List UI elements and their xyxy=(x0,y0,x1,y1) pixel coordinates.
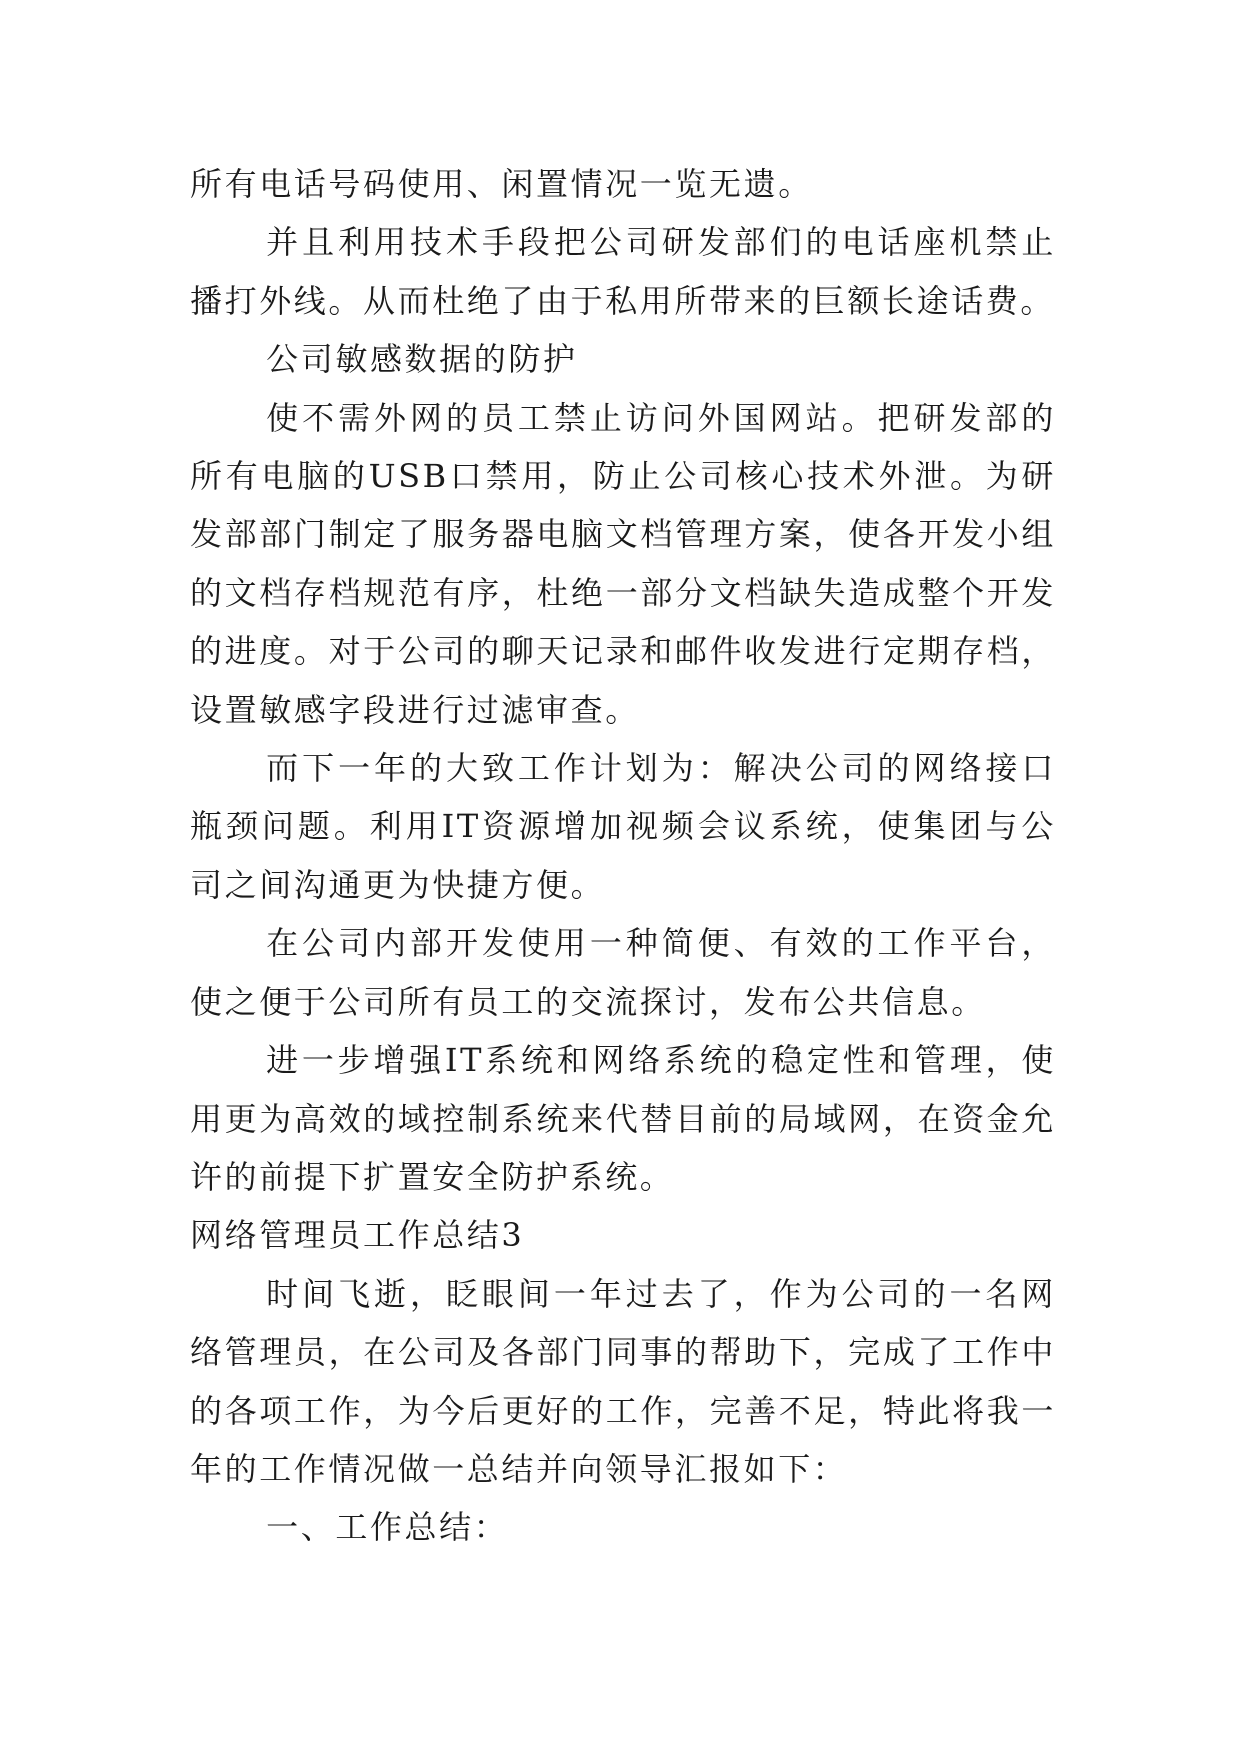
document-body xyxy=(190,155,1056,1557)
section-heading: 网络管理员工作总结3 xyxy=(190,1216,525,1255)
paragraph-summary-intro: 时间飞逝，眨眼间一年过去了，作为公司的一名网络管理员，在公司及各部门同事的帮助下，完成了工作中的各项工作，为今后更好的工作，完善不足，特此将我一年的工作情况做一总结并向领导汇报如下： xyxy=(190,1274,1056,1488)
paragraph-next-year-plan: 而下一年的大致工作计划为：解决公司的网络接口瓶颈问题。利用IT资源增加视频会议系统，使集团与公司之间沟通更为快捷方便。 xyxy=(190,749,1056,904)
paragraph-data-protection: 使不需外网的员工禁止访问外国网站。把研发部的所有电脑的USB口禁用，防止公司核心技术外泄。为研发部部门制定了服务器电脑文档管理方案，使各开发小组的文档存档规范有序，杜绝一部分文档缺失造成整个开发的进度。对于公司的聊天记录和邮件收发进行定期存档，设置敏感字段进行过滤审查。 xyxy=(190,398,1056,729)
paragraph-work-platform: 在公司内部开发使用一种简便、有效的工作平台，使之便于公司所有员工的交流探讨，发布公共信息。 xyxy=(190,924,1056,1021)
paragraph-continuation: 所有电话号码使用、闲置情况一览无遗。 xyxy=(190,165,813,203)
paragraph-system-stability: 进一步增强IT系统和网络系统的稳定性和管理，使用更为高效的域控制系统来代替目前的局域网，在资金允许的前提下扩置安全防护系统。 xyxy=(190,1041,1056,1196)
subheading-data-protection: 公司敏感数据的防护 xyxy=(266,340,578,379)
subheading-work-summary: 一、工作总结： xyxy=(266,1508,509,1547)
paragraph-phone-restriction: 并且利用技术手段把公司研发部们的电话座机禁止播打外线。从而杜绝了由于私用所带来的巨额长途话费。 xyxy=(190,223,1056,320)
